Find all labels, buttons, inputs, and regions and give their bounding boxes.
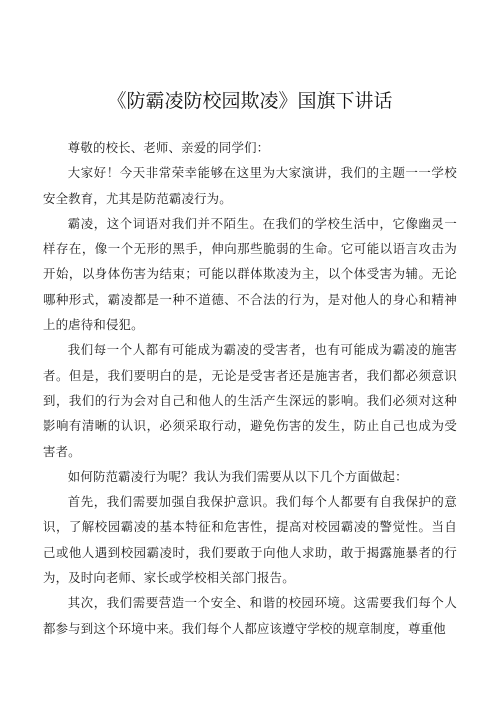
document-body — [43, 135, 457, 641]
document-title: 《防霸凌防校园欺凌》国旗下讲话 — [107, 90, 393, 112]
salutation-paragraph: 尊敬的校长、老师、亲爱的同学们： — [67, 140, 270, 155]
body-paragraph: 大家好！今天非常荣幸能够在这里为大家演讲，我们的主题一一学校安全教育，尤其是防范霸凌行为。 — [43, 165, 457, 206]
body-paragraph: 霸凌，这个词语对我们并不陌生。在我们的学校生活中，它像幽灵一样存在，像一个无形的黑手，伸向那些脆弱的生命。它可能以语言攻击为开始，以身体伤害为结束；可能以群体欺凌为主，以个体受害为辅。无论哪种形式，霸凌都是一种不道德、不合法的行为，是对他人的身心和精神上的虐待和侵犯。 — [43, 215, 457, 333]
body-paragraph: 我们每一个人都有可能成为霸凌的受害者，也有可能成为霸凌的施害者。但是，我们要明白的是，无论是受害者还是施害者，我们都必须意识到，我们的行为会对自己和他人的生活产生深远的影响。我们必须对这种影响有清晰的认识，必须采取行动，避免伤害的发生，防止自己也成为受害者。 — [43, 342, 457, 459]
body-paragraph: 首先，我们需要加强自我保护意识。我们每个人都要有自我保护的意识，了解校园霸凌的基本特征和危害性，提高对校园霸凌的警觉性。当自己或他人遇到校园霸凌时，我们要敢于向他人求助，敢于揭露施暴者的行为，及时向老师、家长或学校相关部门报告。 — [43, 494, 457, 586]
body-paragraph: 其次，我们需要营造一个安全、和谐的校园环境。这需要我们每个人都参与到这个环境中来。我们每个人都应该遵守学校的规章制度，尊重他 — [43, 595, 457, 636]
body-paragraph: 如何防范霸凌行为呢？我认为我们需要从以下几个方面做起： — [67, 468, 408, 484]
